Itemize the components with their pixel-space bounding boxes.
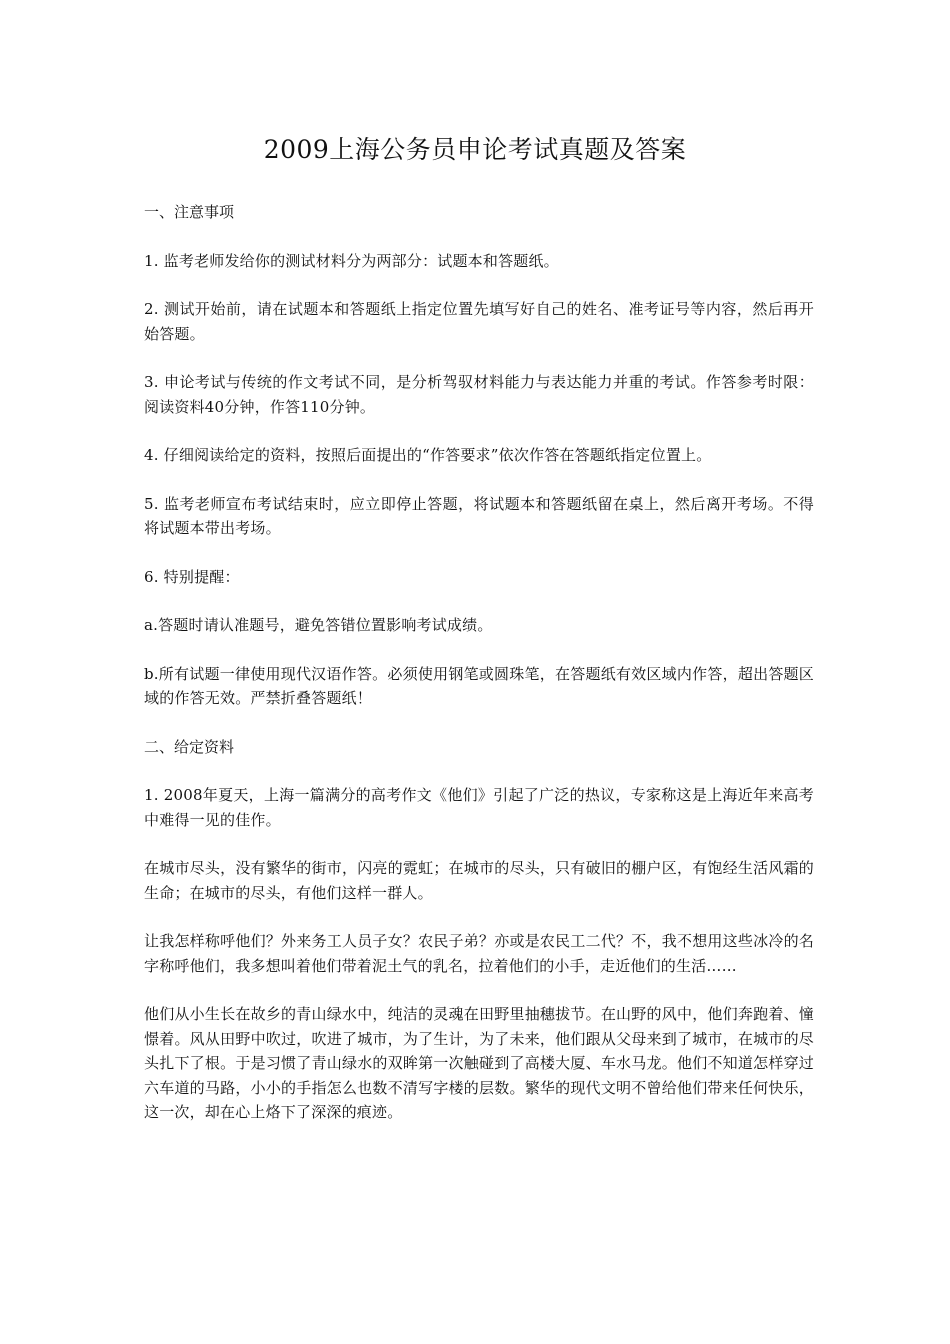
note-subitem: b.所有试题一律使用现代汉语作答。必须使用钢笔或圆珠笔，在答题纸有效区域内作答，超出答题区域的作答无效。严禁折叠答题纸！ <box>144 664 814 707</box>
section-heading-materials: 二、给定资料 <box>144 737 235 756</box>
note-subitem: a.答题时请认准题号，避免答错位置影响考试成绩。 <box>144 616 493 634</box>
material-paragraph: 让我怎样称呼他们？外来务工人员子女？农民子弟？亦或是农民工二代？不，我不想用这些冰冷的名字称呼他们，我多想叫着他们带着泥土气的乳名，拉着他们的小手，走近他们的生活…… <box>144 932 814 975</box>
material-paragraph: 他们从小生长在故乡的青山绿水中，纯洁的灵魂在田野里抽穗拔节。在山野的风中，他们奔跑着、憧憬着。风从田野中吹过，吹进了城市，为了生计，为了未来，他们跟从父母来到了城市，在城市的尽头扎下了根。于是习惯了青山绿水的双眸第一次触碰到了高楼大厦、车水马龙。他们不知道怎样穿过六车道的马路，小小的手指怎么也数不清写字楼的层数。繁华的现代文明不曾给他们带来任何快乐，这一次，却在心上烙下了深深的痕迹。 <box>144 1005 814 1121</box>
note-item: 4. 仔细阅读给定的资料，按照后面提出的“作答要求”依次作答在答题纸指定位置上。 <box>144 446 712 464</box>
note-item: 5. 监考老师宣布考试结束时，应立即停止答题，将试题本和答题纸留在桌上，然后离开考场。不得将试题本带出考场。 <box>144 494 814 537</box>
note-item: 1. 监考老师发给你的测试材料分为两部分：试题本和答题纸。 <box>144 251 559 270</box>
document-body <box>144 200 814 1149</box>
document-title: 2009上海公务员申论考试真题及答案 <box>263 135 687 164</box>
material-paragraph: 在城市尽头，没有繁华的街市，闪亮的霓虹；在城市的尽头，只有破旧的棚户区，有饱经生活风霜的生命；在城市的尽头，有他们这样一群人。 <box>144 859 814 902</box>
section-heading-notes: 一、注意事项 <box>144 203 235 221</box>
note-item: 3. 申论考试与传统的作文考试不同，是分析驾驭材料能力与表达能力并重的考试。作答参考时限：阅读资料40分钟，作答110分钟。 <box>144 373 814 416</box>
note-item: 2. 测试开始前，请在试题本和答题纸上指定位置先填写好自己的姓名、准考证号等内容，然后再开始答题。 <box>144 300 814 343</box>
note-item: 6. 特别提醒： <box>144 567 240 586</box>
material-paragraph: 1. 2008年夏天，上海一篇满分的高考作文《他们》引起了广泛的热议，专家称这是上海近年来高考中难得一见的佳作。 <box>144 786 814 829</box>
